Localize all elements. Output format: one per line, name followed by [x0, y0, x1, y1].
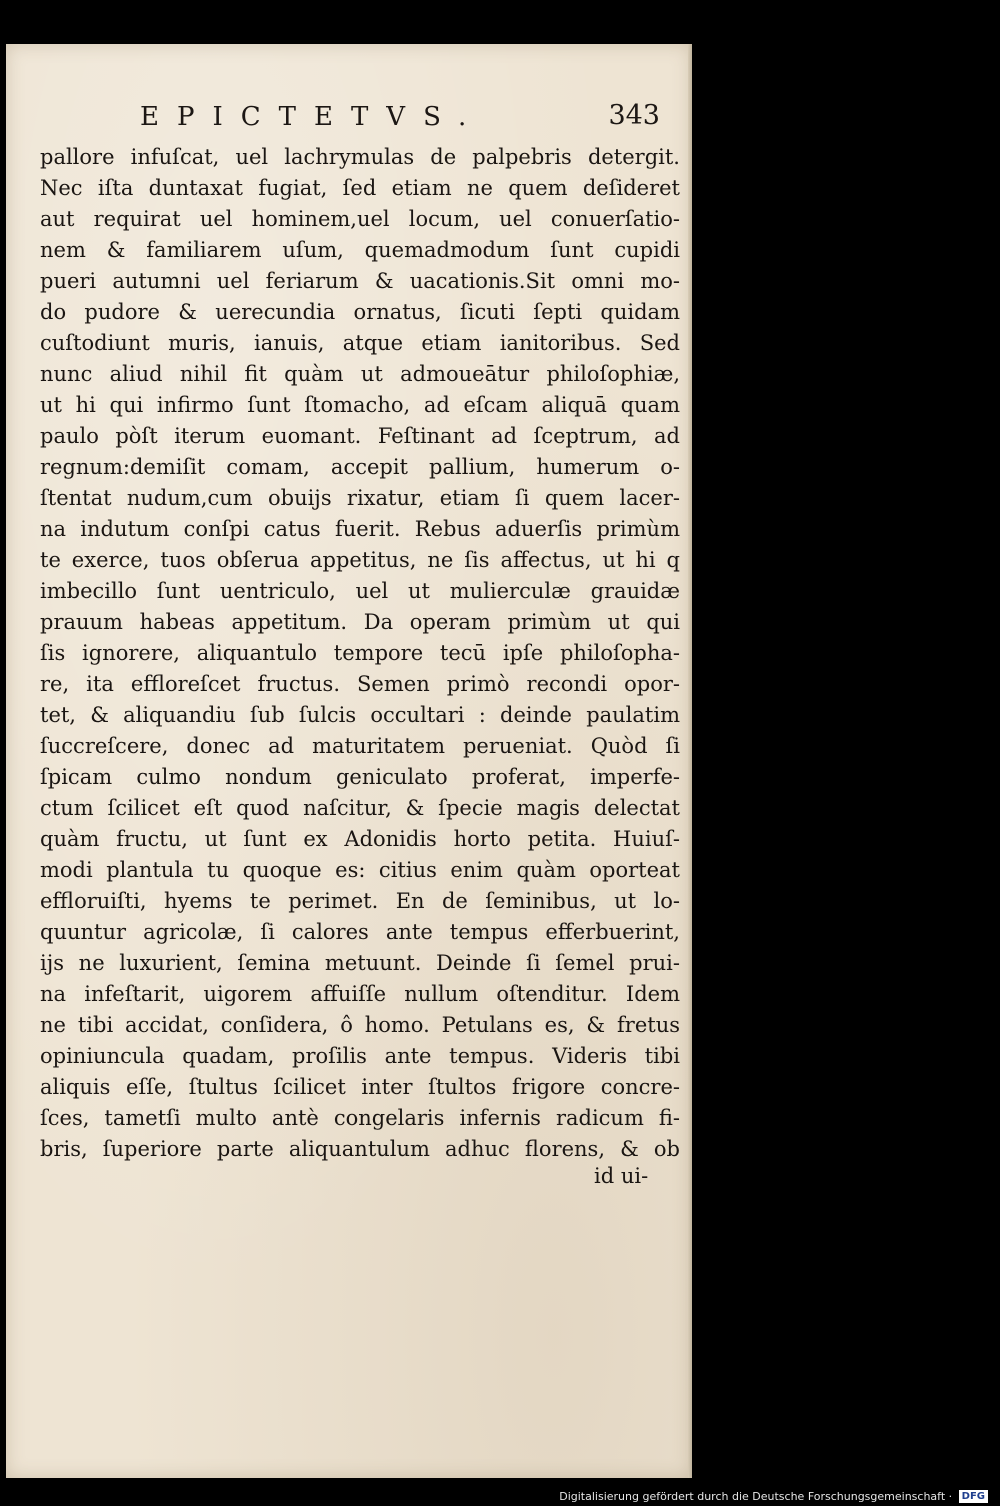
body-text — [40, 142, 680, 1165]
text-line: ne tibi accidat, conſidera, ô homo. Petulans es, & fretus — [40, 1013, 680, 1037]
text-line: ctum ſcilicet eſt quod naſcitur, & ſpecie magis delectat — [40, 796, 680, 820]
text-line: paulo pòſt iterum euomant. Feſtinant ad ſceptrum, ad — [40, 424, 680, 448]
credit-text: Digitalisierung gefördert durch die Deutsche Forschungsgemeinschaft · — [559, 1489, 953, 1503]
dfg-logo: DFG — [959, 1490, 988, 1503]
text-line: ijs ne luxurient, ſemina metuunt. Deinde ſi ſemel prui- — [40, 951, 680, 975]
text-line: opiniuncula quadam, proſilis ante tempus. Videris tibi — [40, 1044, 680, 1068]
text-line: ſtentat nudum,cum obuijs rixatur, etiam ſi quem lacer- — [40, 486, 680, 510]
text-line: nunc aliud nihil fit quàm ut admoueātur philoſophiæ, — [40, 362, 680, 386]
text-line: bris, ſuperiore parte aliquantulum adhuc florens, & ob — [40, 1137, 680, 1161]
page-edge — [688, 44, 692, 1478]
text-line: na indutum conſpi catus fuerit. Rebus aduerſis primùm — [40, 517, 680, 541]
text-line: tet, & aliquandiu ſub ſulcis occultari : deinde paulatim — [40, 703, 680, 727]
text-line: effloruiſti, hyems te perimet. En de ſeminibus, ut lo- — [40, 889, 680, 913]
text-line: ſis ignorere, aliquantulo tempore tecū ipſe philoſopha- — [40, 641, 680, 665]
text-line: regnum:demiſit comam, accepit pallium, humerum o- — [40, 455, 680, 479]
text-line: pallore infuſcat, uel lachrymulas de palpebris detergit. — [40, 145, 680, 169]
running-head — [140, 98, 660, 138]
text-line: nem & familiarem uſum, quemadmodum ſunt cupidi — [40, 238, 680, 262]
text-line: prauum habeas appetitum. Da operam primùm ut qui — [40, 610, 680, 634]
text-line: imbecillo ſunt uentriculo, uel ut mulierculæ grauidæ — [40, 579, 680, 603]
text-line: cuſtodiunt muris, ianuis, atque etiam ianitoribus. Sed — [40, 331, 680, 355]
text-line: ſces, tametſi multo antè congelaris infernis radicum fi- — [40, 1106, 680, 1130]
text-line: ſuccreſcere, donec ad maturitatem perueniat. Quòd ſi — [40, 734, 680, 758]
text-line: modi plantula tu quoque es: citius enim quàm oporteat — [40, 858, 680, 882]
running-head-title: EPICTETVS. — [140, 102, 485, 132]
catchword: id ui- — [594, 1164, 649, 1188]
text-line: quuntur agricolæ, ſi calores ante tempus efferbuerint, — [40, 920, 680, 944]
text-line: re, ita effloreſcet fructus. Semen primò recondi opor- — [40, 672, 680, 696]
text-line: aliquis eſſe, ſtultus ſcilicet inter ſtultos frigore concre- — [40, 1075, 680, 1099]
page-number: 343 — [608, 100, 660, 131]
text-line: pueri autumni uel feriarum & uacationis.Sit omni mo- — [40, 269, 680, 293]
text-line: ſpicam culmo nondum geniculato proferat, imperfe- — [40, 765, 680, 789]
text-line: quàm fructu, ut ſunt ex Adonidis horto petita. Huiuſ- — [40, 827, 680, 851]
text-line: te exerce, tuos obſerua appetitus, ne ſis affectus, ut hi q — [40, 548, 680, 572]
text-line: do pudore & uerecundia ornatus, ſicuti ſepti quidam — [40, 300, 680, 324]
digitization-credit — [559, 1490, 988, 1504]
text-line: na infeſtarit, uigorem affuiſſe nullum oſtenditur. Idem — [40, 982, 680, 1006]
text-line: aut requirat uel hominem,uel locum, uel conuerſatio- — [40, 207, 680, 231]
text-line: ut hi qui infirmo ſunt ſtomacho, ad eſcam aliquā quam — [40, 393, 680, 417]
text-line: Nec iſta duntaxat fugiat, ſed etiam ne quem deſideret — [40, 176, 680, 200]
